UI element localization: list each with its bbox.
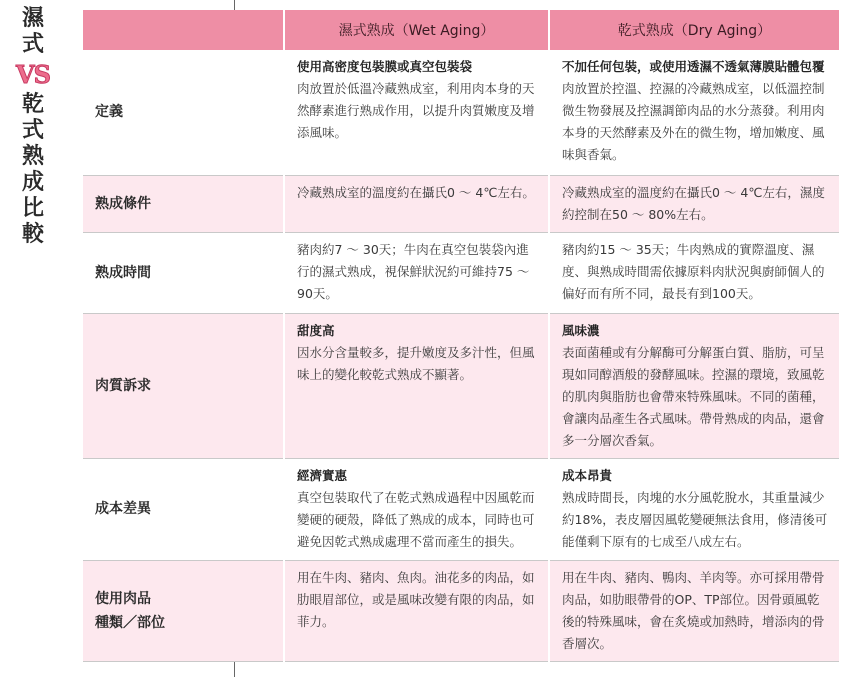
dry-cell	[549, 232, 839, 313]
dry-text: 豬肉約15 ～ 35天；牛肉熟成的實際溫度、濕度、與熟成時間需依據原料肉狀況與廚師個人的偏好而有所不同，最長有到100天。	[562, 241, 825, 301]
dry-cell	[549, 560, 839, 661]
row-label: 成本差異	[83, 458, 284, 560]
vertical-title	[10, 6, 56, 248]
dry-cell	[549, 313, 839, 458]
title-char: 式	[21, 32, 44, 57]
wet-text: 豬肉約7 ～ 30天；牛肉在真空包裝袋內進行的濕式熟成，視保鮮狀況約可維持75 ～ 90天。	[297, 241, 530, 301]
table-row	[83, 458, 839, 560]
table-row	[83, 50, 839, 175]
wet-cell	[284, 560, 549, 661]
dry-text: 冷藏熟成室的溫度約在攝氏0 ～ 4℃左右，濕度約控制在50 ～ 80%左右。	[562, 184, 825, 222]
wet-cell	[284, 232, 549, 313]
dry-subheading: 不加任何包裝，或使用透濕不透氣薄膜貼體包覆	[562, 59, 825, 74]
dry-cell	[549, 175, 839, 232]
row-label: 熟成條件	[83, 175, 284, 232]
row-label: 熟成時間	[83, 232, 284, 313]
row-label: 肉質訴求	[83, 313, 284, 458]
title-char: 濕	[21, 6, 44, 31]
title-char: 成	[21, 170, 44, 195]
title-char: 乾	[21, 92, 44, 117]
row-label: 定義	[83, 50, 284, 175]
dry-text: 熟成時間長，肉塊的水分風乾脫水，其重量減少約18%，表皮層因風乾變硬無法食用，修清後可能僅剩下原有的七成至八成左右。	[562, 489, 828, 549]
row-label: 使用肉品 種類／部位	[83, 560, 284, 661]
table-header	[83, 10, 839, 50]
table-row	[83, 175, 839, 232]
table-row	[83, 313, 839, 458]
wet-text: 因水分含量較多，提升嫩度及多汁性，但風味上的變化較乾式熟成不顯著。	[297, 344, 535, 382]
wet-subheading: 經濟實惠	[297, 467, 348, 483]
wet-subheading: 甜度高	[297, 322, 335, 338]
comparison-table	[83, 10, 839, 662]
wet-text: 用在牛肉、豬肉、魚肉。油花多的肉品，如肋眼眉部位，或是風味改變有限的肉品，如菲力。	[297, 569, 535, 629]
dry-text: 表面菌種或有分解酶可分解蛋白質、脂肪，可呈現如同醇酒般的發酵風味。控濕的環境，致風乾的肌肉與脂肪也會帶來特殊風味。不同的菌種，會讓肉品產生各式風味。帶骨熟成的肉品，還會多一分層次香氣。	[562, 344, 825, 448]
wet-cell	[284, 175, 549, 232]
dry-cell	[549, 458, 839, 560]
header-wet-aging: 濕式熟成（Wet Aging）	[284, 10, 549, 50]
dry-subheading: 成本昂貴	[562, 467, 613, 483]
wet-text: 肉放置於低溫冷藏熟成室，利用肉本身的天然酵素進行熟成作用，以提升肉質嫩度及增添風味。	[297, 81, 535, 140]
wet-cell	[284, 50, 549, 175]
wet-text: 冷藏熟成室的溫度約在攝氏0 ～ 4℃左右。	[297, 184, 535, 200]
wet-cell	[284, 458, 549, 560]
vs-mark: VS	[16, 60, 50, 89]
title-char: 熟	[21, 144, 44, 169]
dry-text: 用在牛肉、豬肉、鴨肉、羊肉等。亦可採用帶骨肉品，如肋眼帶骨的OP、TP部位。因骨頭風乾後的特殊風味，會在炙燒或加熱時，增添肉的骨香層次。	[562, 569, 825, 651]
dry-cell	[549, 50, 839, 175]
title-char: 較	[21, 222, 44, 247]
wet-cell	[284, 313, 549, 458]
dry-subheading: 風味濃	[562, 322, 600, 338]
wet-text: 真空包裝取代了在乾式熟成過程中因風乾而變硬的硬殼，降低了熟成的成本，同時也可避免因乾式熟成處理不當而產生的損失。	[297, 489, 535, 549]
title-char: 比	[21, 196, 44, 221]
title-char: 式	[21, 118, 44, 143]
wet-subheading: 使用高密度包裝膜或真空包裝袋	[297, 59, 473, 74]
header-dry-aging: 乾式熟成（Dry Aging）	[549, 10, 839, 50]
table-row	[83, 560, 839, 661]
header-corner	[83, 10, 284, 50]
table-row	[83, 232, 839, 313]
dry-text: 肉放置於控溫、控濕的冷藏熟成室，以低溫控制微生物發展及控濕調節肉品的水分蒸發。利用肉本身的天然酵素及外在的微生物，增加嫩度、風味與香氣。	[562, 81, 825, 162]
